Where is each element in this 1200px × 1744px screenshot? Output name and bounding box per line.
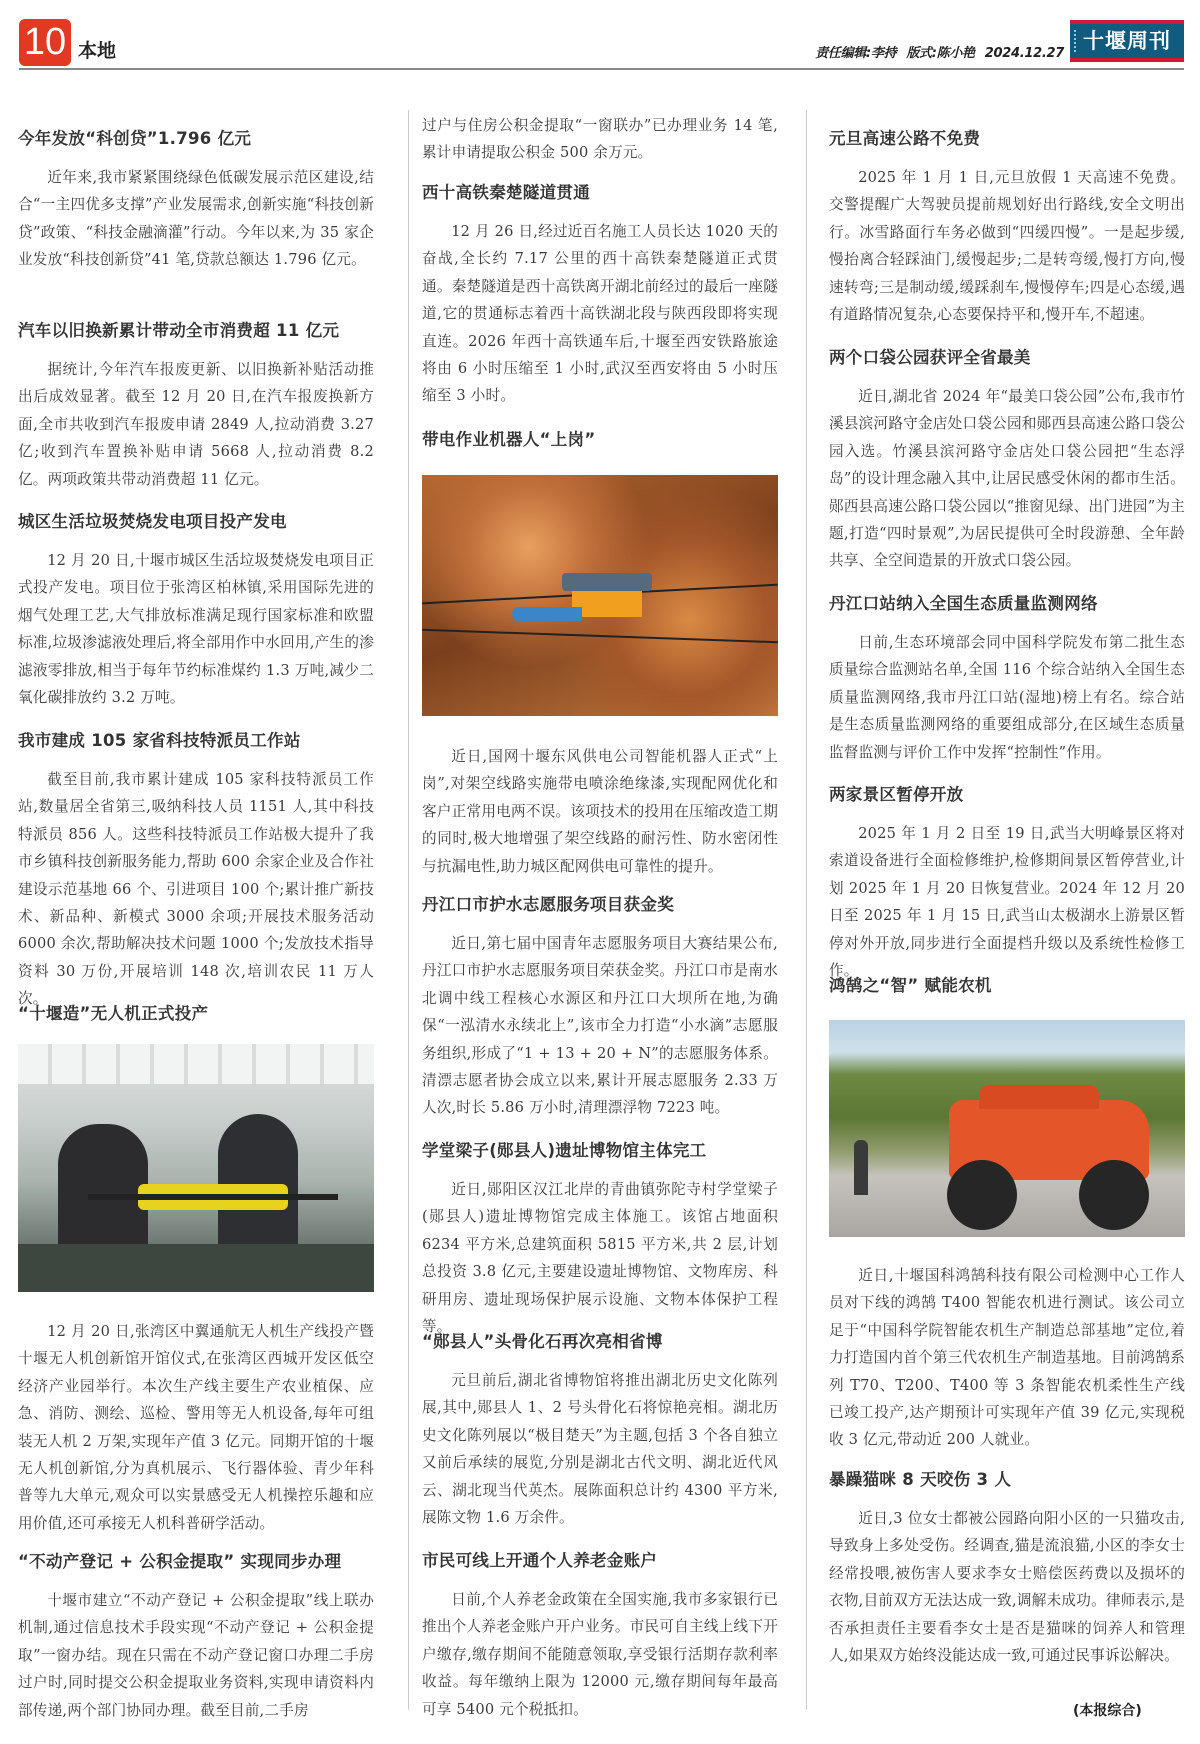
article-body: 2025 年 1 月 1 日,元旦放假 1 天高速不免费。交警提醒广大驾驶员提前规划好出行路线,安全文明出行。冰雪路面行车务必做到“四缓四慢”。一是起步缓,慢抬离合轻踩油门,缓慢起步;二是转弯缓,慢打方向,慢速转弯;三是制动缓,缓踩刹车,慢慢停车;四是心态缓,遇有道路情况复杂,心态要保持平和,慢开车,不超速。 — [829, 169, 1185, 324]
article-title: 元旦高速公路不免费 — [829, 129, 981, 148]
article-title: 城区生活垃圾焚烧发电项目投产发电 — [18, 512, 287, 531]
article-title: 西十高铁秦楚隧道贯通 — [422, 183, 590, 202]
article-title: 两个口袋公园获评全省最美 — [829, 348, 1031, 367]
article-body: 近日,湖北省 2024 年“最美口袋公园”公布,我市竹溪县滨河路守金店处口袋公园和郧西县高速公路口袋公园入选。竹溪县滨河路守金店处口袋公园把“生态浮岛”的设计理念融入其中,让居民感受休闲的都市生活。郧西县高速公路口袋公园以“推窗见绿、出门进园”为主题,打造“四时景观”,为居民提供可全时段游憩、全年龄共享、全空间造景的开放式口袋公园。 — [829, 388, 1185, 570]
article-title: “不动产登记 + 公积金提取” 实现同步办理 — [18, 1552, 342, 1571]
credits — [805, 42, 1064, 61]
article-body: 近日,十堰国科鸿鹄科技有限公司检测中心工作人员对下线的鸿鹄 T400 智能农机进行测试。该公司立足于“中国科学院智能农机生产制造总部基地”定位,着力打造国内首个第三代农机生产制造基地。目前鸿鹄系列 T70、T200、T400 等 3 条智能农机柔性生产线已竣工投产,达产期预计可实现年产值 39 亿元,实现税收 3 亿元,带动近 200 人就业。 — [829, 1267, 1185, 1449]
page-number: 10 — [19, 19, 71, 66]
article-title: 今年发放“科创贷”1.796 亿元 — [18, 129, 252, 148]
article — [829, 593, 1185, 766]
article-title: 学堂梁子(郧县人)遗址博物馆主体完工 — [422, 1141, 707, 1160]
article — [18, 1551, 374, 1724]
article — [18, 1003, 374, 1025]
article-body: 十堰市建立“不动产登记 + 公积金提取”线上联办机制,通过信息技术手段实现“不动产登记 + 公积金提取”一窗办结。现在只需在不动产登记窗口办理二手房过户时,同时提交公积金提取业务资料,实现申请资料内部传递,两个部门协同办理。截至目前,二手房 — [18, 1592, 374, 1719]
article-body: 近日,第七届中国青年志愿服务项目大赛结果公布,丹江口市护水志愿服务项目荣获金奖。丹江口市是南水北调中线工程核心水源区和丹江口大坝所在地,为确保“一泓清水永续北上”,该市全力打造“小水滴”志愿服务组织,形成了“1 + 13 + 20 + N”的志愿服务体系。清漂志愿者协会成立以来,累计开展志愿服务 2.33 万人次,时长 5.86 万小时,清理漂浮物 7223 吨。 — [422, 935, 778, 1117]
article — [829, 1469, 1185, 1669]
header-rule — [19, 68, 1184, 70]
article-body: 日前,个人养老金政策在全国实施,我市多家银行已推出个人养老金账户开户业务。市民可自主线上线下开户缴存,缴存期间不能随意领取,享受银行活期存款利率收益。每年缴纳上限为 12000 元,缴存期间每年最高可享 5400 元个税抵扣。 — [422, 1591, 778, 1718]
drone-factory-photo — [18, 1044, 374, 1292]
editor: 责任编辑:李持 — [815, 46, 897, 61]
article-body: 日前,生态环境部会同中国科学院发布第二批生态质量综合监测站名单,全国 116 个综合站纳入全国生态质量监测网络,我市丹江口站(湿地)榜上有名。综合站是生态质量监测网络的重要组成部分,在区域生态质量监督监测与评价工作中发挥“控制性”作用。 — [829, 634, 1185, 761]
article-title: 我市建成 105 家省科技特派员工作站 — [18, 731, 301, 750]
article-body: 元旦前后,湖北省博物馆将推出湖北历史文化陈列展,其中,郧县人 1、2 号头骨化石将惊艳亮相。湖北历史文化陈列展以“极目楚天”为主题,包括 3 个各自独立又前后承续的展览,分别是湖北古代文明、湖北近代风云、湖北现当代英杰。展陈面积总计约 4300 平方米,展陈文物 1.6 万余件。 — [422, 1372, 778, 1527]
masthead-logo: 十堰周刊 — [1070, 20, 1184, 62]
article — [422, 1550, 778, 1723]
article — [829, 1262, 1185, 1454]
article-continued — [422, 112, 778, 167]
article — [422, 743, 778, 880]
article — [422, 894, 778, 1122]
article-body: 2025 年 1 月 2 日至 19 日,武当大明峰景区将对索道设备进行全面检修维护,检修期间景区暂停营业,计划 2025 年 1 月 20 日恢复营业。2024 年 12 月 20 日至 2025 年 1 月 15 日,武当山太极湖水上游景区暂停对外开放,同步进行全面提档升级以及系统性检修工作。 — [829, 825, 1185, 980]
layout-designer: 版式:陈小艳 — [906, 46, 975, 61]
article-body: 近年来,我市紧紧围绕绿色低碳发展示范区建设,结合“一主四优多支撑”产业发展需求,创新实施“科技创新贷”政策、“科技金融滴灌”行动。今年以来,为 35 家企业发放“科技创新贷”41 笔,贷款总额达 1.796 亿元。 — [18, 169, 374, 269]
article — [422, 1331, 778, 1531]
source-note: (本报综合) — [1073, 1703, 1142, 1719]
article-title: “十堰造”无人机正式投产 — [18, 1004, 209, 1023]
article — [18, 511, 374, 711]
article-title: 鸿鹄之“智” 赋能农机 — [829, 976, 992, 995]
article — [422, 1140, 778, 1340]
article — [18, 730, 374, 1013]
article-title: 带电作业机器人“上岗” — [422, 430, 596, 449]
article-body: 据统计,今年汽车报废更新、以旧换新补贴活动推出后成效显著。截至 12 月 20 日,在汽车报废换新方面,全市共收到汽车报废申请 2849 人,拉动消费 3.27 亿;收到汽车置换补贴申请 5668 人,拉动消费 8.2 亿。两项政策共带动消费超 11 亿元。 — [18, 361, 374, 488]
issue-date: 2024.12.27 — [984, 46, 1064, 61]
column-divider — [806, 110, 807, 1710]
article — [18, 320, 374, 493]
article-body: 近日,郧阳区汉江北岸的青曲镇弥陀寺村学堂梁子(郧县人)遗址博物馆完成主体施工。该馆占地面积 6234 平方米,总建筑面积 5815 平方米,共 2 层,计划总投资 3.8 亿元,主要建设遗址博物馆、文物库房、科研用房、遗址现场保护展示设施、文物本体保护工程等。 — [422, 1181, 778, 1336]
article-body: 近日,国网十堰东风供电公司智能机器人正式“上岗”,对架空线路实施带电喷涂绝缘漆,实现配网优化和客户正常用电两不误。该项技术的投用在压缩改造工期的同时,极大地增强了架空线路的耐污性、防水密闭性与抗漏电性,助力城区配网供电可靠性的提升。 — [422, 748, 778, 875]
article — [829, 128, 1185, 328]
article — [422, 429, 778, 451]
article — [829, 347, 1185, 575]
article — [829, 975, 1185, 997]
article-body: 12 月 20 日,张湾区中翼通航无人机生产线投产暨十堰无人机创新馆开馆仪式,在张湾区西城开发区低空经济产业园举行。本次生产线主要生产农业植保、应急、消防、测绘、巡检、警用等无人机设备,每年可组装无人机 2 万架,实现年产值 3 亿元。同期开馆的十堰无人机创新馆,分为真机展示、飞行器体验、青少年科普等九大单元,观众可以实景感受无人机操控乐趣和应用价值,还可承接无人机科普研学活动。 — [18, 1323, 374, 1532]
article — [18, 128, 374, 274]
article-body: 12 月 20 日,十堰市城区生活垃圾焚烧发电项目正式投产发电。项目位于张湾区柏林镇,采用国际先进的烟气处理工艺,大气排放标准满足现行国家标准和欧盟标准,垃圾渗滤液处理后,将全部用作中水回用,产生的渗滤液零排放,相当于每年节约标准煤约 1.3 万吨,减少二氧化碳排放约 3.2 万吨。 — [18, 552, 374, 707]
column-divider — [408, 110, 409, 1710]
article — [422, 182, 778, 410]
article-body: 截至目前,我市累计建成 105 家科技特派员工作站,数量居全省第三,吸纳科技人员 1151 人,其中科技特派员 856 人。这些科技特派员工作站极大提升了我市乡镇科技创新服务能力,帮助 600 余家企业及合作社建设示范基地 66 个、引进项目 100 个;累计推广新技术、新品种、新模式 3000 余项;开展技术服务活动 6000 余次,帮助解决技术问题 1000 个;发放技术指导资料 30 万份,开展培训 148 次,培训农民 11 万人次。 — [18, 771, 374, 1008]
article-body: 12 月 26 日,经过近百名施工人员长达 1020 天的奋战,全长约 7.17 公里的西十高铁秦楚隧道正式贯通。秦楚隧道是西十高铁离开湖北前经过的最后一座隧道,它的贯通标志着西十高铁湖北段与陕西段即将实现直连。2026 年西十高铁通车后,十堰至西安铁路旅途将由 6 小时压缩至 1 小时,武汉至西安将由 5 小时压缩至 3 小时。 — [422, 223, 779, 405]
article-title: 汽车以旧换新累计带动全市消费超 11 亿元 — [18, 321, 340, 340]
article-title: 两家景区暂停开放 — [829, 785, 964, 804]
smart-tractor-photo — [829, 1020, 1185, 1237]
article-title: 丹江口站纳入全国生态质量监测网络 — [829, 594, 1098, 613]
article-body: 过户与住房公积金提取“一窗联办”已办理业务 14 笔,累计申请提取公积金 500 余万元。 — [422, 117, 778, 162]
section-title: 本地 — [78, 40, 117, 62]
live-line-robot-photo — [422, 475, 778, 716]
article-title: 暴躁猫咪 8 天咬伤 3 人 — [829, 1470, 1012, 1489]
article — [829, 784, 1185, 984]
article — [18, 1318, 374, 1537]
article-title: “郧县人”头骨化石再次亮相省博 — [422, 1332, 663, 1351]
article-title: 市民可线上开通个人养老金账户 — [422, 1551, 658, 1570]
article-body: 近日,3 位女士都被公园路向阳小区的一只猫攻击,导致身上多处受伤。经调查,猫是流浪猫,小区的李女士经常投喂,被伤害人要求李女士赔偿医药费以及损坏的衣物,目前双方无法达成一致,调解未成功。律师表示,是否承担责任主要看李女士是否是猫咪的饲养人和管理人,如果双方始终没能达成一致,可通过民事诉讼解决。 — [829, 1510, 1185, 1665]
article-title: 丹江口市护水志愿服务项目获金奖 — [422, 895, 674, 914]
